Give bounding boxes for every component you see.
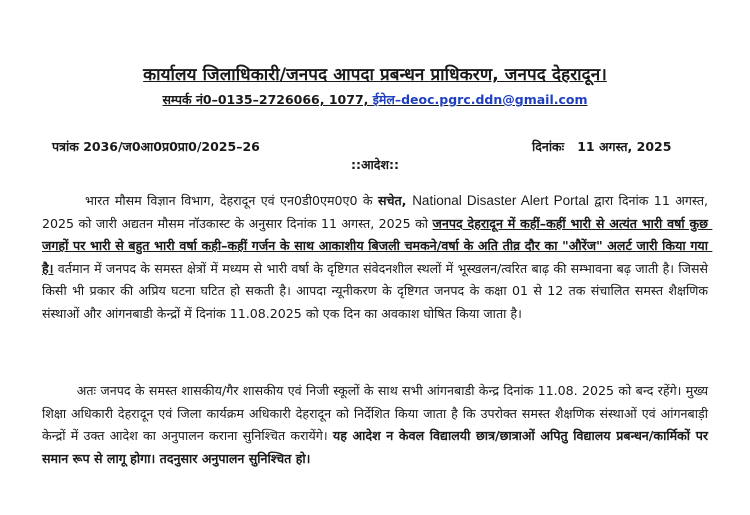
order-heading: ::आदेश:: [351, 157, 399, 172]
p1-alert-word: सचेत, [377, 193, 413, 208]
order-date: दिनांकः 11 अगस्त, 2025 [532, 139, 672, 154]
p2-applicability: यह आदेश न केवल विद्यालयी छात्र/छात्राओं अपितु विद्यालय प्रबन्धन/कार्मिकों पर समान रूप से लागू होगा। [42, 428, 713, 466]
contact-line [0, 91, 750, 108]
paragraph-1 [42, 190, 713, 325]
p2-text-a: अतः जनपद के समस्त शासकीय/गैर शासकीय एवं निजी स्कूलों के साथ सभी आंगनबाडी केन्द्र दिनांक 11.08. 2025 को बन्द रहेंगे। मुख्य शिक्षा अधिकारी देहरादून एवं जिला कार्यक्रम अधिकारी देहरादून को निर्देशित किया जाता है कि उपरोक्त समस्त शैक्षणिक संस्थाओं एवं आंगनबाड़ी केन्द्रों में उक्त आदेश का अनुपालन कराना सुनिश्चित करायेंगे। [42, 383, 713, 443]
reference-number: पत्रांक 2036/ज0आ0प्र0प्रा0/2025–26 [52, 139, 260, 154]
p1-text-b: द्वारा दिनांक 11 अगस्त, 2025 को जारी अद्यतन मौसम नॉउकास्ट के अनुसार दिनांक 11 अगस्त, 2025 को [42, 193, 713, 231]
contact-email[interactable]: ईमेल–deoc.pgrc.ddn@gmail.com [372, 92, 588, 107]
paragraph-2 [42, 380, 713, 470]
contact-phone: सम्पर्क नं0–0135–2726066, 1077, [162, 92, 373, 107]
p1-orange-alert: जनपद देहरादून में कहीं–कहीं भारी से अत्यंत भारी वर्षा कुछ जगहों पर भारी से बहुत भारी वर्षा कही–कहीं गर्जन के साथ आकाशीय बिजली चमकने/वर्षा के अति तीव्र दौर का "औरेंज" अलर्ट जारी किया गया है। [42, 215, 713, 276]
p1-portal-name: National Disaster Alert Portal [412, 193, 589, 208]
p1-text-a: भारत मौसम विज्ञान विभाग, देहरादून एवं एन0डी0एम0ए0 के [42, 193, 378, 208]
p2-compliance: तदनुसार अनुपालन सुनिश्चित हो। [155, 450, 311, 466]
p1-text-c: वर्तमान में जनपद के समस्त क्षेत्रों में मध्यम से भारी वर्षा के दृष्टिगत संवेदनशील स्थलों में भूस्खलन/त्वरित बाढ़ की सम्भावना बढ़ जाती है। जिससे किसी भी प्रकार की अप्रिय घटना घटित हो सकती है। आपदा न्यूनीकरण के दृष्टिगत जनपद के कक्षा 01 से 12 तक संचालित समस्त शैक्षणिक संस्थाओं और आंगनबाडी केन्द्रों में दिनांक 11.08.2025 को एक दिन का अवकाश घोषित किया जाता है। [42, 260, 713, 321]
office-title: कार्यालय जिलाधिकारी/जनपद आपदा प्रबन्धन प्राधिकरण, जनपद देहरादून। [143, 65, 607, 85]
